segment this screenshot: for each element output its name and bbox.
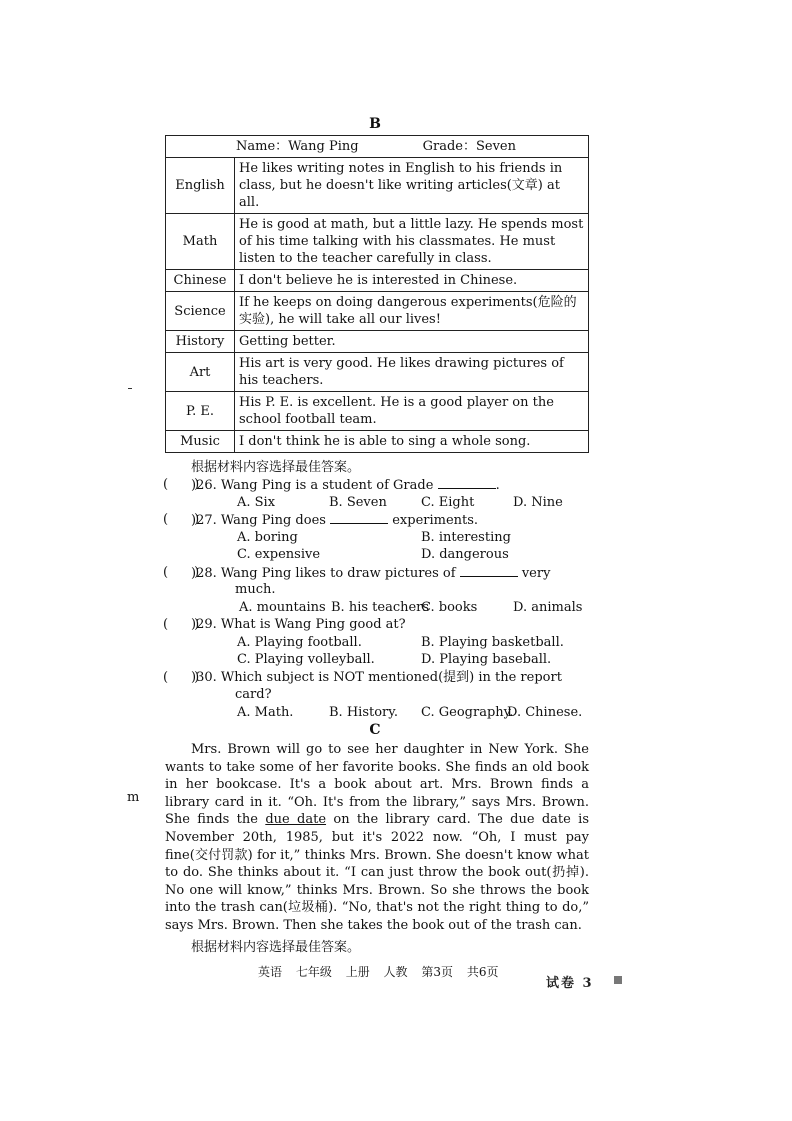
instruction-c: 根据材料内容选择最佳答案。 [191,940,361,955]
option-a[interactable]: A. Playing football. [237,634,362,650]
question-text: )28. Wang Ping likes to draw pictures of [191,565,456,581]
question-27 [163,511,593,529]
footer-subject: 英语 [258,965,283,979]
margin-mark: m [127,790,140,805]
answer-blank [438,476,496,489]
option-a[interactable]: A. Math. [237,704,294,720]
report-row-pe [166,392,589,431]
option-c[interactable]: C. Playing volleyball. [237,652,375,667]
options-29-row1 [163,634,593,652]
footer-edition: 人教 [383,965,408,979]
option-d[interactable]: D. animals [513,599,583,615]
reading-passage-c [165,741,589,935]
question-29 [163,616,593,634]
option-b[interactable]: B. History. [329,704,398,720]
student-grade: Grade：Seven [422,139,516,154]
comment-cell: I don't think he is able to sing a whole song. [235,431,589,453]
answer-paren[interactable]: ( ) [163,617,200,632]
option-d[interactable]: D. Chinese. [507,704,583,720]
subject-cell: Music [166,431,235,453]
footer-term: 上册 [345,965,370,979]
question-30-cont [163,686,593,704]
answer-paren[interactable]: ( ) [163,477,200,492]
margin-dash [128,388,132,389]
option-a[interactable]: A. boring [237,529,298,545]
option-b[interactable]: B. Playing basketball. [421,634,564,650]
option-c[interactable]: C. Eight [421,494,475,510]
subject-cell: Chinese [166,270,235,292]
report-row-science [166,292,589,331]
question-continuation: card? [235,687,272,702]
subject-cell: Art [166,353,235,392]
comment-cell: His P. E. is excellent. He is a good player on the school football team. [235,392,589,431]
option-c[interactable]: C. books [421,599,478,615]
subject-cell: Science [166,292,235,331]
option-a[interactable]: A. mountains [239,599,326,615]
question-30 [163,669,593,687]
question-continuation: much. [235,582,276,597]
answer-blank [460,564,518,577]
report-row-english [166,158,589,214]
passage-text: on the library card. The due date is November 20th, 1985, but it's 2022 now. “Oh, I must pay fine(交付罚款) for it,” thinks Mrs. Brown. She doesn't know what to do. She thinks about it. “I can just throw the book out(扔掉). No one will know,” thinks Mrs. Brown. So she throws the book into the trash can(垃圾桶). “No, that's not the right thing to do,” says Mrs. Brown. Then she takes the book out of the trash can. [165,812,589,933]
instruction-b: 根据材料内容选择最佳答案。 [191,460,361,475]
report-row-math [166,214,589,270]
report-row-chinese [166,270,589,292]
answer-paren[interactable]: ( ) [163,564,200,580]
report-row-music [166,431,589,453]
option-c[interactable]: C. Geography. [421,704,514,720]
question-text: )26. Wang Ping is a student of Grade [191,478,434,493]
question-28-cont [163,581,593,599]
options-27-row2 [163,546,593,564]
subject-cell: P. E. [166,392,235,431]
question-text: )27. Wang Ping does [191,513,326,528]
section-b-title: B [369,116,381,132]
corner-mark [614,976,622,984]
option-b[interactable]: B. Seven [329,494,387,510]
corner-label: 试卷 3 [546,976,594,991]
option-a[interactable]: A. Six [237,494,276,510]
underlined-phrase: due date [265,812,327,828]
report-row-history [166,331,589,353]
question-text: )29. What is Wang Ping good at? [191,617,406,632]
passage-text: Mrs. Brown will go to see her daughter in New York. She wants to take some of her favorite books. She finds an old book in her bookcase. It's a book about art. Mrs. Brown finds a library card in it. “Oh. It's from the library,” says Mrs. Brown. She finds the [165,742,589,828]
student-name: Name：Wang Ping [236,139,359,154]
subject-cell: Math [166,214,235,270]
report-header-row [166,136,589,158]
option-d[interactable]: D. Playing baseball. [421,652,552,667]
question-26 [163,476,593,494]
option-b[interactable]: B. interesting [421,529,511,545]
comment-cell: He likes writing notes in English to his friends in class, but he doesn't like writing articles(文章) at all. [235,158,589,214]
comment-cell: Getting better. [235,331,589,353]
options-26 [163,494,593,512]
answer-paren[interactable]: ( ) [163,512,200,527]
comment-cell: If he keeps on doing dangerous experiments(危险的实验), he will take all our lives! [235,292,589,331]
option-c[interactable]: C. expensive [237,547,321,562]
options-29-row2 [163,651,593,669]
comment-cell: His art is very good. He likes drawing pictures of his teachers. [235,353,589,392]
report-row-art [166,353,589,392]
question-list [163,476,593,721]
footer-grade: 七年级 [295,965,332,979]
question-text: )30. Which subject is NOT mentioned(提到) in the report [191,669,562,685]
question-28 [163,564,593,582]
question-end: experiments. [392,513,479,528]
question-end: . [495,478,500,493]
subject-cell: English [166,158,235,214]
footer-page: 第3页 [421,965,454,979]
section-c-title: C [369,722,381,738]
option-d[interactable]: D. Nine [513,494,563,510]
options-30 [163,704,593,722]
options-28 [163,599,593,617]
footer-total: 共6页 [466,965,499,979]
page-footer [258,963,508,980]
report-card-table [165,135,589,453]
comment-cell: I don't believe he is interested in Chinese. [235,270,589,292]
option-b[interactable]: B. his teachers [331,599,430,615]
options-27-row1 [163,529,593,547]
option-d[interactable]: D. dangerous [421,547,509,562]
answer-paren[interactable]: ( ) [163,669,200,685]
question-end: very [521,565,551,581]
answer-blank [330,511,388,524]
comment-cell: He is good at math, but a little lazy. He spends most of his time talking with his classmates. He must listen to the teacher carefully in class. [235,214,589,270]
subject-cell: History [166,331,235,353]
